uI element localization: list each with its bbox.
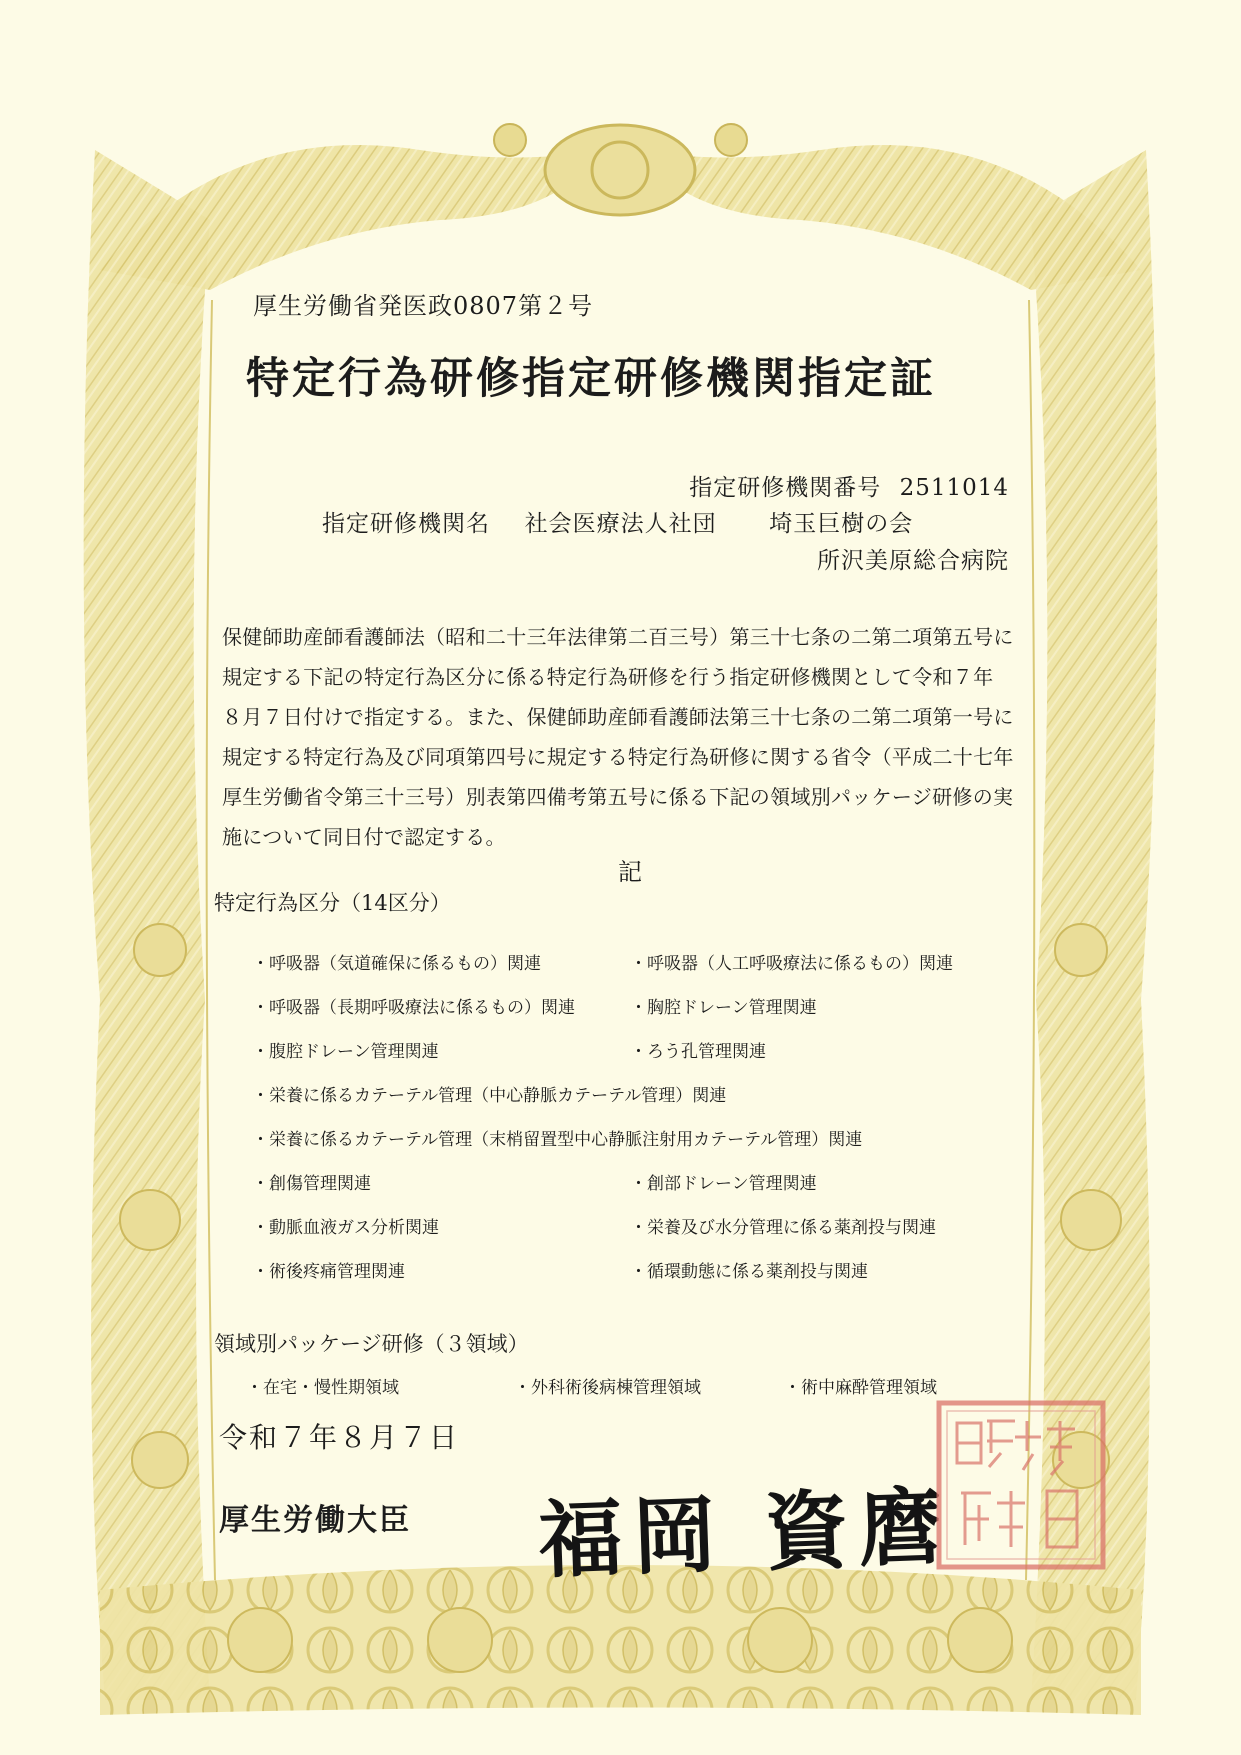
institution-name-line [322, 505, 913, 538]
official-seal-stamp [935, 1399, 1107, 1571]
act-item: ・呼吸器（気道確保に係るもの）関連 [252, 953, 541, 974]
act-item: ・ろう孔管理関連 [630, 1041, 766, 1062]
acts-row [252, 983, 992, 1027]
document-number: 厚生労働省発医政0807第２号 [253, 292, 594, 320]
act-item: ・動脈血液ガス分析関連 [252, 1217, 439, 1238]
acts-row [252, 939, 992, 983]
institution-name-label: 指定研修機関名 [322, 511, 490, 537]
act-item: ・呼吸器（人工呼吸療法に係るもの）関連 [630, 953, 953, 974]
packages-heading: 領域別パッケージ研修（３領域） [214, 1332, 529, 1356]
act-item: ・循環動態に係る薬剤投与関連 [630, 1261, 868, 1282]
act-item: ・胸腔ドレーン管理関連 [630, 997, 817, 1018]
issue-date: 令和７年８月７日 [219, 1421, 460, 1454]
acts-list [252, 939, 992, 1291]
package-item: ・在宅・慢性期領域 [246, 1378, 399, 1398]
package-item: ・外科術後病棟管理領域 [514, 1378, 701, 1398]
body-line: 施について同日付で認定する。 [222, 825, 506, 849]
package-item: ・術中麻酔管理領域 [784, 1378, 937, 1398]
institution-name-part1: 社会医療法人社団 [524, 511, 717, 537]
institution-number-label: 指定研修機関番号 [689, 475, 882, 501]
body-line: 規定する特定行為及び同項第四号に規定する特定行為研修に関する省令（平成二十七年 [222, 745, 1014, 769]
acts-row [252, 1071, 992, 1115]
institution-name-part2: 埼玉巨樹の会 [769, 511, 914, 537]
acts-row [252, 1115, 992, 1159]
certificate-title: 特定行為研修指定研修機関指定証 [246, 354, 936, 404]
acts-row [252, 1247, 992, 1291]
acts-row [252, 1203, 992, 1247]
signature-surname: 福岡 [536, 1484, 729, 1590]
act-item: ・呼吸器（長期呼吸療法に係るもの）関連 [252, 997, 575, 1018]
act-item: ・栄養に係るカテーテル管理（中心静脈カテーテル管理）関連 [252, 1085, 727, 1106]
institution-number-line [689, 469, 1009, 502]
act-item: ・創部ドレーン管理関連 [630, 1173, 817, 1194]
acts-row [252, 1027, 992, 1071]
handwritten-signature [536, 1458, 990, 1590]
minister-title: 厚生労働大臣 [219, 1503, 411, 1538]
act-item: ・栄養に係るカテーテル管理（末梢留置型中心静脈注射用カテーテル管理）関連 [252, 1129, 863, 1150]
ki-heading: 記 [618, 858, 642, 886]
institution-name-line2: 所沢美原総合病院 [817, 548, 1009, 574]
act-item: ・術後疼痛管理関連 [252, 1261, 405, 1282]
body-line: ８月７日付けで指定する。また、保健師助産師看護師法第三十七条の二第二項第一号に [222, 705, 1014, 729]
body-line: 規定する下記の特定行為区分に係る特定行為研修を行う指定研修機関として令和７年 [222, 665, 994, 689]
body-paragraph [222, 617, 1022, 857]
act-item: ・創傷管理関連 [252, 1173, 371, 1194]
act-item: ・栄養及び水分管理に係る薬剤投与関連 [630, 1217, 936, 1238]
acts-row [252, 1159, 992, 1203]
signature-given-name: 資麿 [762, 1476, 955, 1582]
act-item: ・腹腔ドレーン管理関連 [252, 1041, 439, 1062]
institution-number: 2511014 [899, 475, 1009, 501]
acts-heading: 特定行為区分（14区分） [214, 891, 451, 915]
body-line: 保健師助産師看護師法（昭和二十三年法律第二百三号）第三十七条の二第二項第五号に [222, 625, 1014, 649]
body-line: 厚生労働省令第三十三号）別表第四備考第五号に係る下記の領域別パッケージ研修の実 [222, 785, 1014, 809]
packages-list [246, 1373, 966, 1398]
